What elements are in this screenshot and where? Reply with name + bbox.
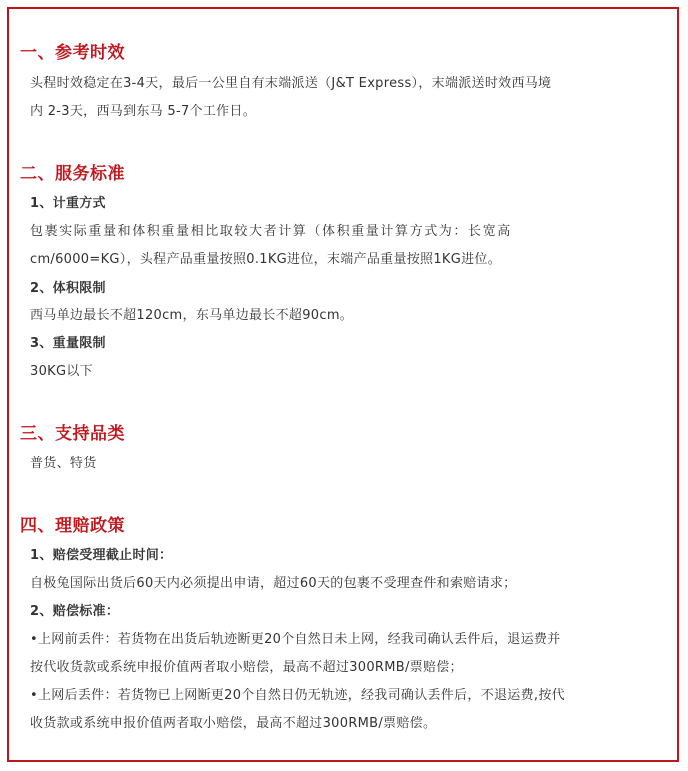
section-heading-service-standard: 二、服务标准 [20, 164, 125, 184]
section-heading-categories: 三、支持品类 [20, 424, 125, 444]
sub-heading-compensation-standard: 2、赔偿标准： [30, 604, 120, 619]
volume-limit-line: 西马单边最长不超120cm，东马单边最长不超90cm。 [30, 308, 354, 323]
categories-line: 普货、特货 [30, 456, 97, 471]
weight-method-line-2: cm/6000=KG），头程产品重量按照0.1KG进位，末端产品重量按照1KG进位。 [30, 252, 502, 267]
sub-heading-claim-deadline: 1、赔偿受理截止时间： [30, 548, 173, 563]
sub-heading-weight-method: 1、计重方式 [30, 196, 106, 211]
section-heading-timing: 一、参考时效 [20, 43, 125, 63]
weight-limit-line: 30KG以下 [30, 364, 93, 379]
compensation-line-1: •上网前丢件：若货物在出货后轨迹断更20个自然日未上网，经我司确认丢件后，退运费并 [30, 632, 561, 647]
compensation-line-3: •上网后丢件：若货物已上网断更20个自然日仍无轨迹，经我司确认丢件后，不退运费,按代 [30, 688, 565, 703]
claim-deadline-line: 自极兔国际出货后60天内必须提出申请，超过60天的包裹不受理查件和索赔请求； [30, 576, 517, 591]
sub-heading-volume-limit: 2、体积限制 [30, 281, 106, 296]
weight-method-line-1: 包裹实际重量和体积重量相比取较大者计算（体积重量计算方式为：长宽高 [30, 224, 512, 239]
sub-heading-weight-limit: 3、重量限制 [30, 336, 106, 351]
compensation-line-4: 收货款或系统申报价值两者取小赔偿，最高不超过300RMB/票赔偿。 [30, 716, 437, 731]
timing-line-1: 头程时效稳定在3-4天，最后一公里自有末端派送（J&T Express），末端派送时效西马境 [30, 76, 552, 91]
timing-line-2: 内 2-3天，西马到东马 5-7个工作日。 [30, 104, 257, 119]
compensation-line-2: 按代收货款或系统申报价值两者取小赔偿，最高不超过300RMB/票赔偿； [30, 660, 463, 675]
section-heading-claims-policy: 四、理赔政策 [20, 516, 125, 536]
